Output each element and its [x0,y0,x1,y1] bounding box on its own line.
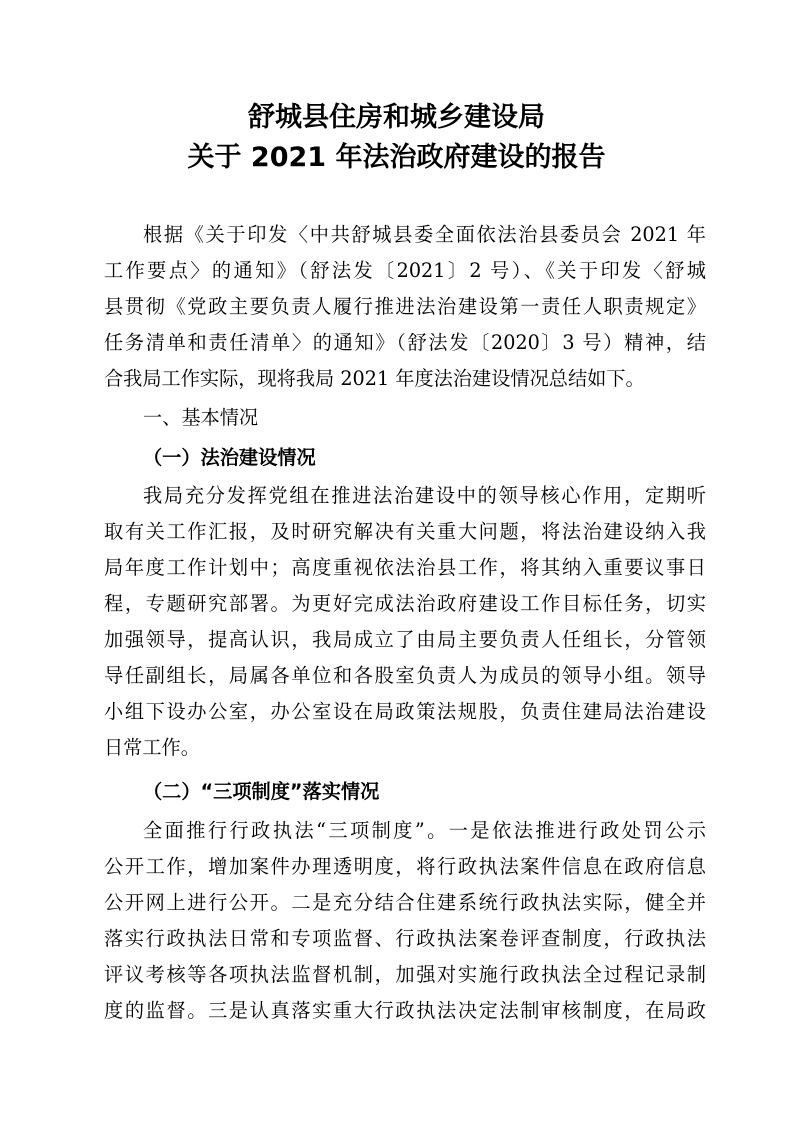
subsection-heading: （二）“三项制度”落实情况 [143,780,380,803]
document-title-line-2: 关于 2021 年法治政府建设的报告 [187,142,606,173]
intro-line: 根据《关于印发〈中共舒城县委全面依法治县委员会 2021 年 [143,223,706,246]
section-heading: 一、基本情况 [143,406,259,429]
paragraph-line: 程，专题研究部署。为更好完成法治政府建设工作目标任务，切实 [104,592,706,615]
document-title-line-1: 舒城县住房和城乡建设局 [248,102,545,133]
paragraph-line: 导任副组长，局属各单位和各股室负责人为成员的领导小组。领导 [104,664,706,687]
paragraph-line: 落实行政执法日常和专项监督、行政执法案卷评查制度，行政执法 [104,927,706,950]
intro-line: 任务清单和责任清单〉的通知》（舒法发〔2020〕3 号）精神，结 [104,331,706,354]
paragraph-line: 度的监督。三是认真落实重大行政执法决定法制审核制度，在局政 [104,999,706,1022]
intro-line: 工作要点〉的通知》（舒法发〔2021〕2 号）、《关于印发〈舒城 [104,259,706,282]
paragraph-line: 公开网上进行公开。二是充分结合住建系统行政执法实际，健全并 [104,891,706,914]
paragraph-line: 评议考核等各项执法监督机制，加强对实施行政执法全过程记录制 [104,963,706,986]
paragraph-line: 小组下设办公室，办公室设在局政策法规股，负责住建局法治建设 [104,700,706,723]
paragraph-line: 公开工作，增加案件办理透明度，将行政执法案件信息在政府信息 [104,855,706,878]
paragraph-line: 全面推行行政执法“三项制度”。一是依法推进行政处罚公示 [143,819,706,842]
intro-line: 合我局工作实际，现将我局 2021 年度法治建设情况总结如下。 [104,367,645,390]
paragraph-line: 加强领导，提高认识，我局成立了由局主要负责人任组长，分管领 [104,628,706,651]
intro-line: 县贯彻《党政主要负责人履行推进法治建设第一责任人职责规定》 [104,295,706,318]
paragraph-line: 日常工作。 [104,736,200,759]
paragraph-line: 我局充分发挥党组在推进法治建设中的领导核心作用，定期听 [143,484,706,507]
subsection-heading: （一）法治建设情况 [143,446,316,469]
paragraph-line: 取有关工作汇报，及时研究解决有关重大问题，将法治建设纳入我 [104,520,706,543]
paragraph-line: 局年度工作计划中；高度重视依法治县工作，将其纳入重要议事日 [104,556,706,579]
